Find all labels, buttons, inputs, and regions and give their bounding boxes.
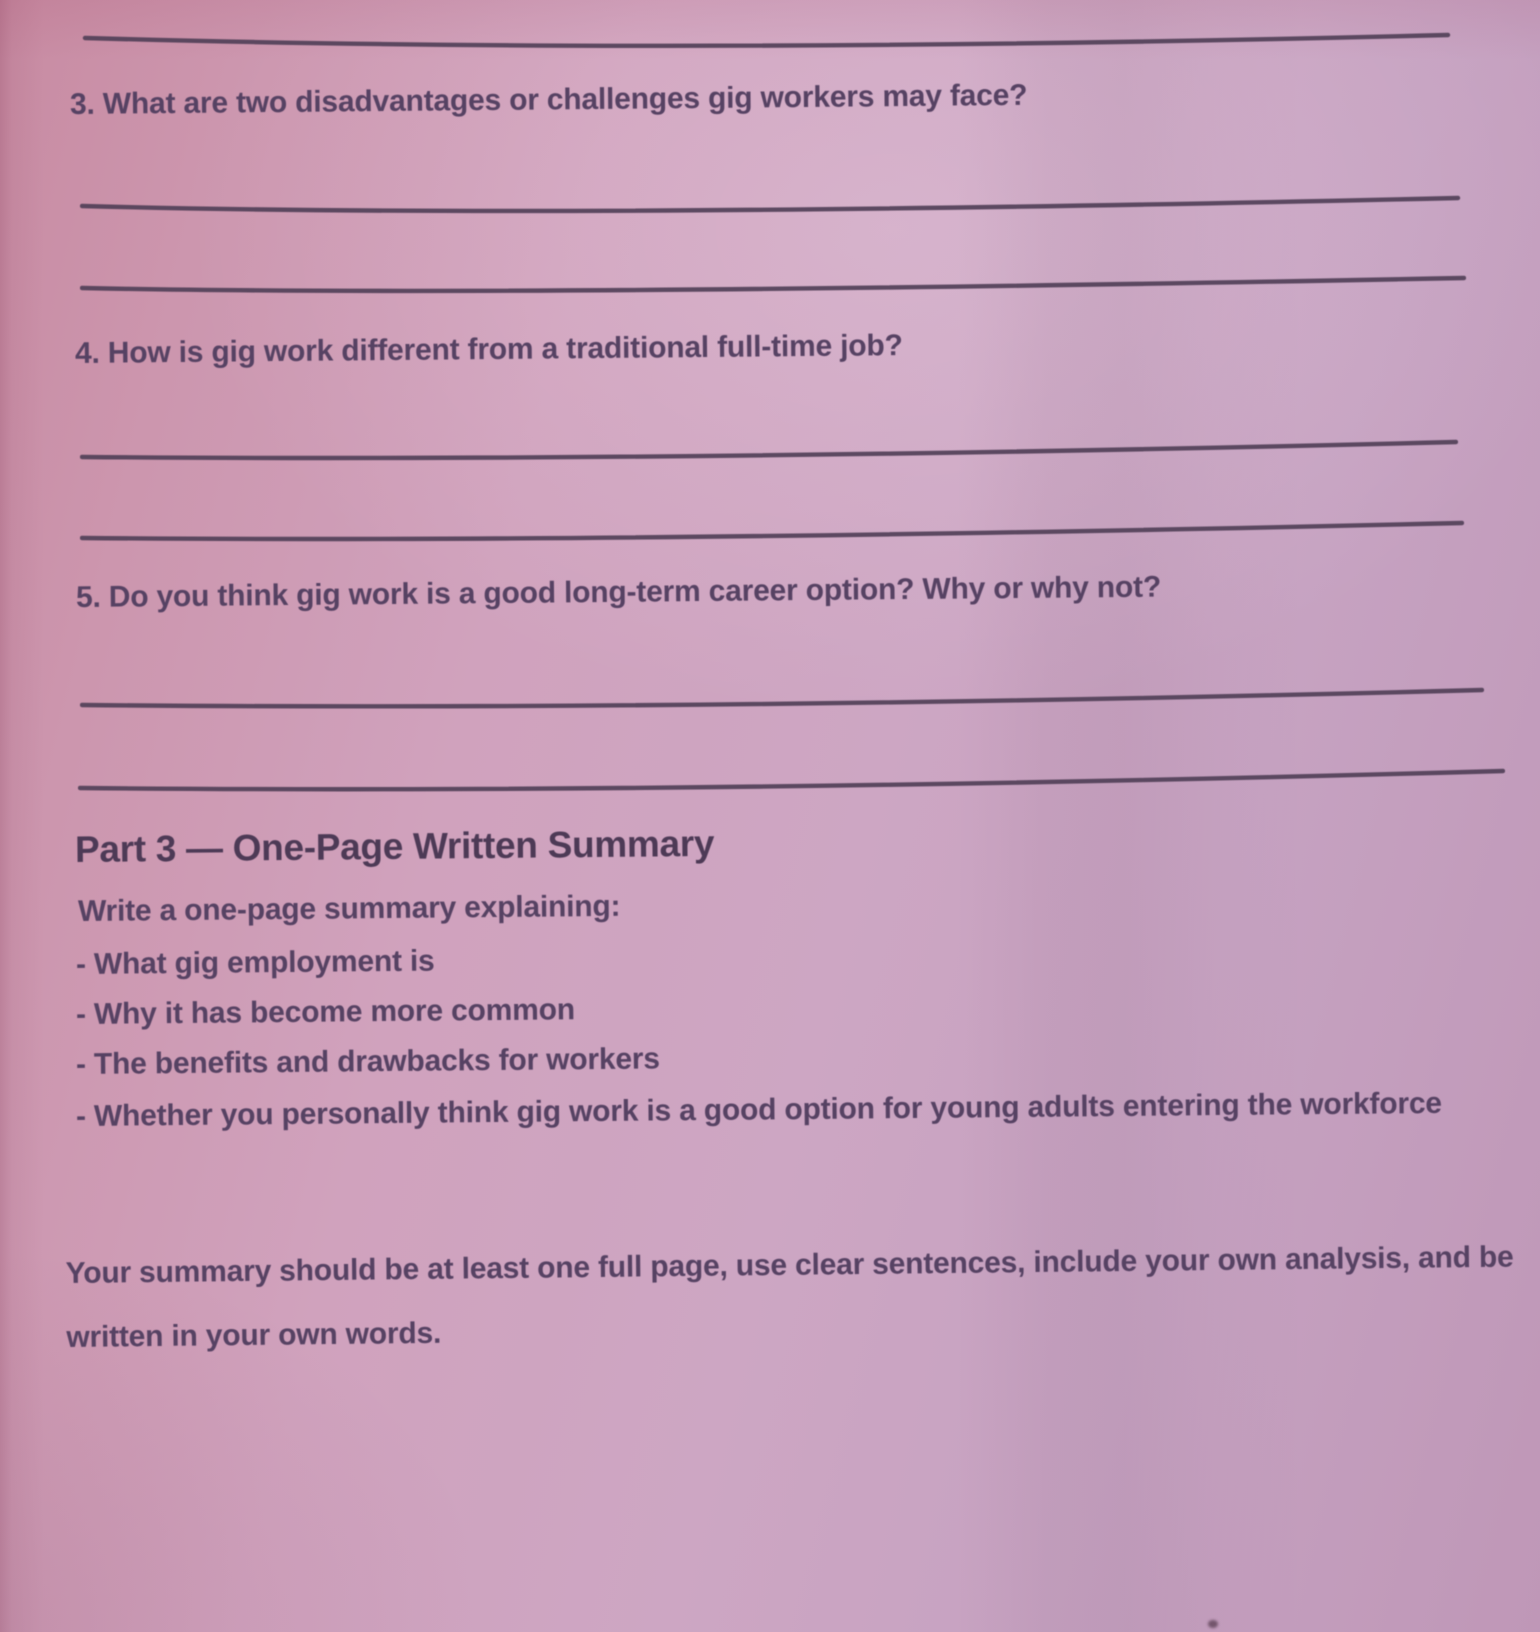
question-5 <box>76 571 1161 615</box>
question-3 <box>70 79 1028 122</box>
paper-speck <box>1208 1620 1218 1628</box>
answer-line <box>82 28 1452 62</box>
question-5-text: Do you think gig work is a good long-term career option? Why or why not? <box>108 570 1162 614</box>
part3-bullet-4: - Whether you personally think gig work is a good option for young adults entering the workforce <box>75 1086 1442 1133</box>
answer-line <box>78 765 1505 795</box>
part3-bullet-2: - Why it has become more common <box>75 993 576 1031</box>
question-3-text: What are two disadvantages or challenges gig workers may face? <box>102 78 1028 121</box>
part3-bullet-3: - The benefits and drawbacks for workers <box>75 1042 660 1081</box>
answer-line <box>80 192 1462 224</box>
answer-line <box>80 271 1466 303</box>
part3-heading: Part 3 — One-Page Written Summary <box>74 822 715 870</box>
closing-instructions: Your summary should be at least one full page, use clear sentences, include your own analysis, and be written in your own words. <box>65 1240 1514 1354</box>
answer-line <box>80 437 1458 465</box>
question-5-number: 5. <box>75 580 101 614</box>
answer-line <box>80 518 1464 546</box>
question-3-number: 3. <box>69 87 95 121</box>
question-4-number: 4. <box>74 336 100 370</box>
part3-intro: Write a one-page summary explaining: <box>77 889 621 928</box>
question-4 <box>75 329 903 371</box>
question-4-text: How is gig work different from a traditional full-time job? <box>107 329 903 370</box>
answer-line <box>80 685 1484 713</box>
part3-bullet-1: - What gig employment is <box>75 944 435 981</box>
